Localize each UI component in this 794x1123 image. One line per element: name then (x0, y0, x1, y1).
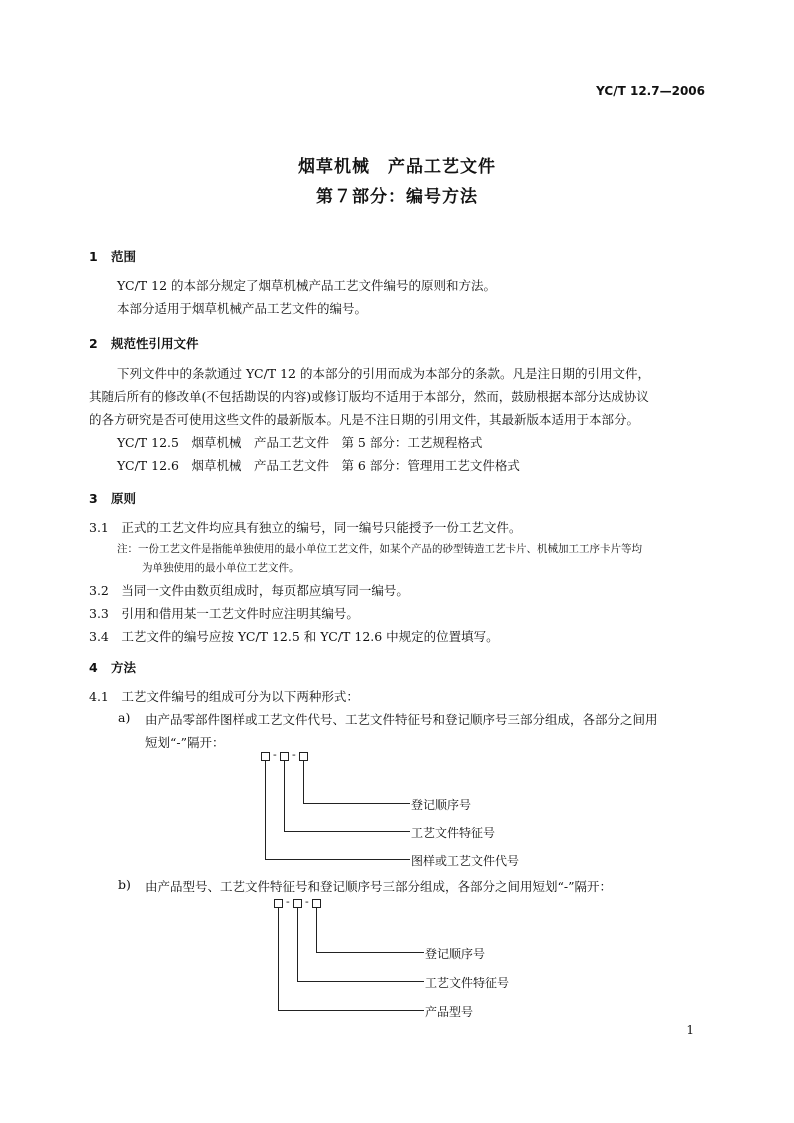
diagram-b-box-2 (293, 899, 302, 908)
diagram-b-dash: - (286, 895, 290, 908)
diagram-b-box-3 (312, 899, 321, 908)
diagram-a-dash: - (273, 748, 277, 761)
item-a-line-2: 短划“-”隔开： (145, 735, 225, 750)
diagram-b-leader-1 (278, 908, 279, 1011)
diagram-a-label-feature: 工艺文件特征号 (411, 826, 496, 840)
diagram-a-leader-3 (303, 761, 304, 804)
reference-1: YC/T 12.5 烟草机械 产品工艺文件 第 5 部分：工艺规程格式 (117, 435, 483, 450)
diagram-b-leader-3 (316, 908, 317, 953)
diagram-b-leader-2 (297, 908, 298, 982)
diagram-b-leader-3 (316, 952, 424, 953)
diagram-a-label-code: 图样或工艺文件代号 (411, 854, 520, 868)
section-2-para-line-3: 的各方研究是否可使用这些文件的最新版本。凡是不注日期的引用文件，其最新版本适用于本部分。 (89, 412, 640, 427)
item-a-marker: a) (118, 710, 131, 725)
standard-number: YC/T 12.7—2006 (596, 84, 705, 98)
diagram-b-label-model: 产品型号 (425, 1005, 474, 1019)
item-a-line-1: 由产品零部件图样或工艺文件代号、工艺文件特征号和登记顺序号三部分组成，各部分之间用 (145, 712, 658, 727)
clause-3-1: 3.1 正式的工艺文件均应具有独立的编号，同一编号只能授予一份工艺文件。 (89, 520, 522, 535)
diagram-a-leader-3 (303, 803, 410, 804)
section-4-heading: 4 方法 (89, 660, 137, 675)
section-3-heading: 3 原则 (89, 491, 137, 506)
clause-4-1: 4.1 工艺文件编号的组成可分为以下两种形式： (89, 689, 359, 704)
diagram-a-box-1 (261, 752, 270, 761)
diagram-a-box-2 (280, 752, 289, 761)
section-2-para-line-2: 其随后所有的修改单(不包括勘误的内容)或修订版均不适用于本部分，然而，鼓励根据本部分达成协议 (89, 389, 649, 404)
item-b-marker: b) (118, 877, 131, 892)
diagram-b-leader-1 (278, 1010, 424, 1011)
diagram-b-dash: - (305, 895, 309, 908)
diagram-a-dash: - (292, 748, 296, 761)
clause-3-4: 3.4 工艺文件的编号应按 YC/T 12.5 和 YC/T 12.6 中规定的位置填写。 (89, 629, 499, 644)
page-number: 1 (686, 1023, 694, 1037)
section-1-para-1: YC/T 12 的本部分规定了烟草机械产品工艺文件编号的原则和方法。 (117, 278, 496, 293)
note-line-2: 为单独使用的最小单位工艺文件。 (142, 562, 300, 574)
document-subtitle: 第７部分：编号方法 (316, 187, 478, 207)
reference-2: YC/T 12.6 烟草机械 产品工艺文件 第 6 部分：管理用工艺文件格式 (117, 458, 520, 473)
clause-3-3: 3.3 引用和借用某一工艺文件时应注明其编号。 (89, 606, 359, 621)
diagram-a-leader-1 (265, 761, 266, 860)
diagram-b-label-serial: 登记顺序号 (425, 947, 486, 961)
diagram-a-label-serial: 登记顺序号 (411, 798, 472, 812)
clause-3-2: 3.2 当同一文件由数页组成时，每页都应填写同一编号。 (89, 583, 409, 598)
item-b-line-1: 由产品型号、工艺文件特征号和登记顺序号三部分组成，各部分之间用短划“-”隔开： (145, 879, 613, 894)
diagram-b-label-feature: 工艺文件特征号 (425, 976, 510, 990)
note-line-1: 注：一份工艺文件是指能单独使用的最小单位工艺文件，如某个产品的砂型铸造工艺卡片、机械加工工序卡片等均 (117, 543, 642, 555)
diagram-a-box-3 (299, 752, 308, 761)
section-2-heading: 2 规范性引用文件 (89, 336, 199, 351)
diagram-a-leader-2 (284, 831, 410, 832)
section-1-heading: 1 范围 (89, 249, 137, 264)
section-1-para-2: 本部分适用于烟草机械产品工艺文件的编号。 (117, 301, 368, 316)
diagram-a-leader-2 (284, 761, 285, 832)
diagram-a-leader-1 (265, 859, 410, 860)
document-title: 烟草机械 产品工艺文件 (298, 157, 496, 177)
diagram-b-leader-2 (297, 981, 424, 982)
section-2-para-line-1: 下列文件中的条款通过 YC/T 12 的本部分的引用而成为本部分的条款。凡是注日期的引用文件， (117, 366, 650, 381)
diagram-b-box-1 (274, 899, 283, 908)
